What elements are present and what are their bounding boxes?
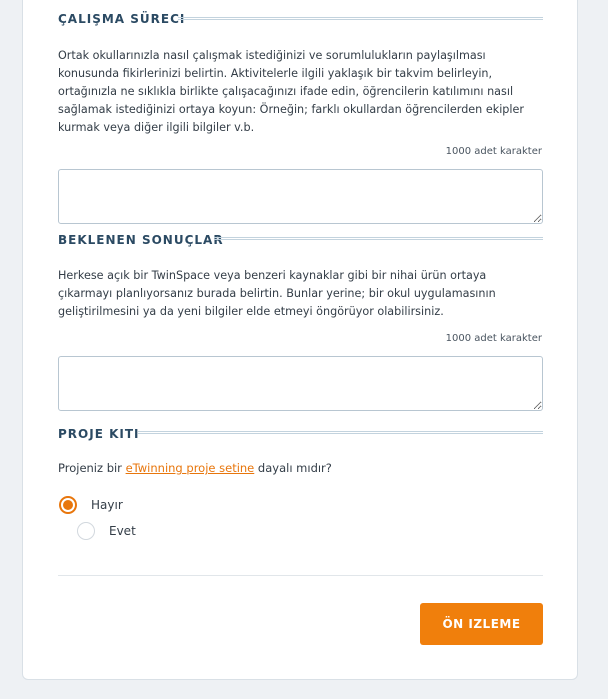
section-title-work-process: ÇALIŞMA SÜRECI — [58, 12, 186, 26]
etwinning-kit-link[interactable]: eTwinning proje setine — [125, 461, 255, 475]
preview-button[interactable]: ÖN IZLEME — [420, 603, 543, 645]
work-process-description: Ortak okullarınızla nasıl çalışmak istediğinizi ve sorumlulukların paylaşılması konusunda fikirlerinizi belirtin. Aktivitelerle ilgili yaklaşık bir takvim belirleyin, ortağınızla ne sıklıkla birlikte çalışacağınızı ifade edin, öğrencilerin katılımını nasıl sağlamak istediğinizi ortaya koyun: Örneğin; farklı okullardan öğrencilerden ekipler kurmak veya diğer ilgili bilgiler v.b. — [58, 49, 524, 134]
section-title-expected-results: BEKLENEN SONUÇLAR — [58, 233, 224, 247]
expected-results-description: Herkese açık bir TwinSpace veya benzeri kaynaklar gibi bir nihai ürün ortaya çıkarmayı planlıyorsanız burada belirtin. Bunlar yerine; bir okul uygulamasının geliştirilmesini ya da yeni bilgiler elde etmeyi öngörüyor olabilirsiniz. — [58, 269, 496, 318]
expected-results-char-limit: 1000 adet karakter — [445, 333, 542, 344]
radio-button-hayir[interactable] — [59, 496, 77, 514]
footer-divider — [58, 575, 543, 576]
radio-option-hayir[interactable] — [59, 496, 123, 514]
work-process-textarea[interactable] — [58, 169, 543, 224]
radio-label-hayir: Hayır — [91, 498, 123, 512]
section-rule — [178, 17, 543, 20]
expected-results-textarea[interactable] — [58, 356, 543, 411]
work-process-char-limit: 1000 adet karakter — [445, 146, 542, 157]
radio-option-evet[interactable] — [77, 522, 136, 540]
question-text-after: dayalı mıdır? — [254, 461, 332, 475]
radio-button-evet[interactable] — [77, 522, 95, 540]
question-text-before: Projeniz bir — [58, 461, 126, 475]
project-kit-question — [58, 461, 332, 475]
section-rule — [214, 237, 543, 240]
section-title-project-kit: PROJE KITI — [58, 427, 140, 441]
section-rule — [138, 431, 543, 434]
radio-label-evet: Evet — [109, 524, 136, 538]
